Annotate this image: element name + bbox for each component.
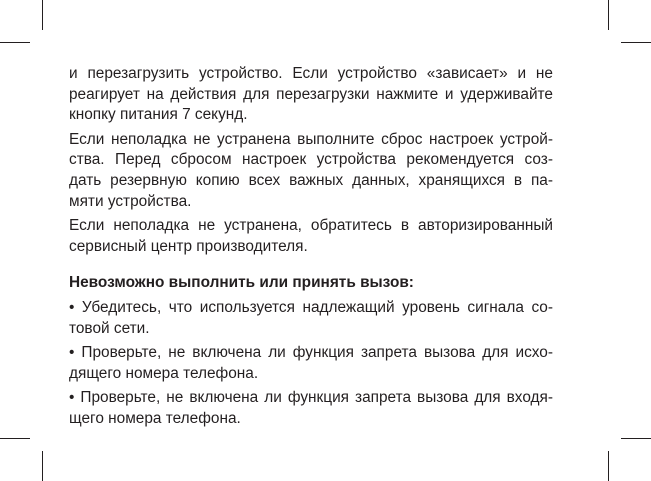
text-line: сервисный центр производителя.: [69, 237, 308, 255]
text-line: • Проверьте, не включена ли функция запрета вызова для исхо-: [69, 344, 553, 362]
text-line: реагирует на действия для перезагрузки нажмите и удерживайте: [69, 85, 553, 103]
text-line: и перезагрузить устройство. Если устройство «зависает» и не: [69, 65, 553, 82]
text-line: ства. Перед сбросом настроек устройства рекомендуется соз-: [69, 151, 553, 169]
text-line: товой сети.: [69, 319, 150, 337]
crop-mark-bottom-left-horizontal: [0, 438, 30, 439]
crop-mark-bottom-left-vertical: [42, 451, 43, 481]
text-line: щего номера телефона.: [69, 409, 241, 427]
text-line: кнопку питания 7 секунд.: [69, 106, 248, 124]
crop-mark-top-right-vertical: [608, 0, 609, 30]
paragraph-restart: [69, 64, 553, 126]
paragraph-reset: [69, 130, 553, 212]
text-line: • Убедитесь, что используется надлежащий уровень сигнала со-: [69, 298, 553, 316]
text-line: • Проверьте, не включена ли функция запрета вызова для входя-: [69, 389, 553, 407]
bullet-item-incoming-barring: [69, 388, 553, 429]
text-line: Если неполадка не устранена, обратитесь в авторизированный: [69, 217, 553, 235]
text-line: дать резервную копию всех важных данных, хранящихся в па-: [69, 171, 553, 189]
text-line: мяти устройства.: [69, 192, 192, 210]
crop-mark-bottom-right-vertical: [608, 451, 609, 481]
bullet-item-outgoing-barring: [69, 343, 553, 384]
crop-mark-bottom-right-horizontal: [621, 438, 651, 439]
crop-mark-top-left-horizontal: [0, 42, 30, 43]
crop-mark-top-right-horizontal: [621, 42, 651, 43]
bullet-item-signal: [69, 298, 553, 339]
page-text-block: [69, 64, 553, 434]
text-line: дящего номера телефона.: [69, 364, 259, 382]
paragraph-service-center: [69, 216, 553, 257]
crop-mark-top-left-vertical: [42, 0, 43, 30]
section-heading: Невозможно выполнить или принять вызов:: [69, 274, 414, 292]
text-line: Если неполадка не устранена выполните сброс настроек устрой-: [69, 130, 553, 148]
